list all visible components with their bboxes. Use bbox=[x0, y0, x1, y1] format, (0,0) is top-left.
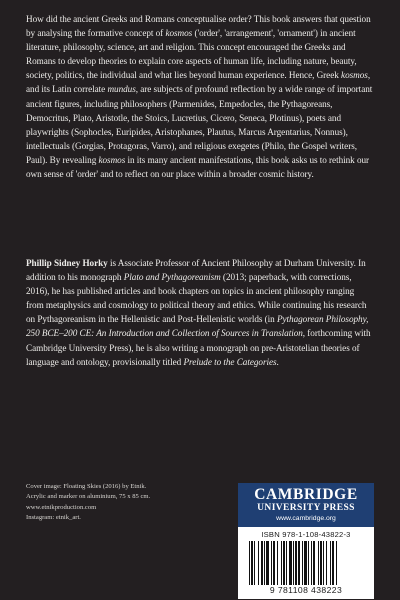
barcode-bar bbox=[298, 541, 300, 585]
barcode-bar bbox=[249, 541, 250, 585]
publisher-url: www.cambridge.org bbox=[276, 515, 336, 522]
term-mundus: mundus bbox=[107, 84, 136, 95]
cambridge-logo bbox=[238, 483, 374, 527]
blurb-text-5: in its many ancient manifestations, this book asks us to rethink our own sense of 'order' and to reflect on our place within a broader cosmic history. bbox=[26, 154, 370, 180]
book-title-prelude: Prelude to the Categories bbox=[183, 356, 277, 367]
book-title-plato-pythagoreanism: Plato and Pythagoreanism bbox=[123, 272, 221, 283]
term-kosmos: kosmos bbox=[165, 28, 193, 39]
term-kosmos: kosmos bbox=[341, 70, 368, 81]
publisher-press: UNIVERSITY PRESS bbox=[257, 503, 355, 513]
barcode-bar bbox=[323, 541, 324, 585]
barcode-bar bbox=[332, 541, 334, 585]
blurb-text-4: , are subjects of profound reflection by a wide range of important ancient figures, including philosophers (Parmenides, Empedocles, the Pythagoreans, Democritus, Plato, Aristotle, the Stoics, Lucretius, Cicero, Seneca, Plotinus), poets and playwrights (Sophocles, Euripides, Aristophanes, Plautus, Marcus Argentarius, Nonnus), intellectuals (Gorgias, Protagoras, Varro), and religious exegetes (Philo, the Gospel writers, Paul). By revealing bbox=[26, 84, 373, 165]
barcode-bar bbox=[336, 541, 337, 585]
book-title-pythagorean-philosophy: Pythagorean Philosophy, 250 BCE–200 CE: An Introduction and Collection of Sources in Translation bbox=[26, 314, 369, 339]
isbn-label: ISBN 978-1-108-43822-3 bbox=[261, 530, 351, 539]
blurb-text-3: , and its Latin correlate bbox=[26, 70, 371, 95]
barcode-number: 9 781108 438223 bbox=[269, 585, 343, 595]
barcode-bar bbox=[289, 541, 292, 585]
barcode-bar bbox=[271, 541, 272, 585]
publisher-name: CAMBRIDGE bbox=[254, 486, 358, 503]
credit-line: Instagram: etnik_art. bbox=[26, 513, 81, 521]
barcode-bar bbox=[308, 541, 309, 585]
bio-text-4: . bbox=[276, 356, 279, 367]
cover-image-credits bbox=[26, 482, 236, 523]
barcode-bar bbox=[320, 541, 322, 585]
blurb-text-1: How did the ancient Greeks and Romans conceptualise order? This book answers that question by analysing the formative concept of bbox=[26, 14, 371, 39]
barcode-icon bbox=[247, 541, 365, 585]
bio-text-1: is Associate Professor of Ancient Philosophy at Durham University. In addition to his monograph bbox=[26, 258, 366, 283]
book-description bbox=[26, 12, 374, 181]
barcode-bar bbox=[251, 541, 253, 585]
barcode-bar bbox=[283, 541, 285, 585]
barcode-bar bbox=[302, 541, 303, 585]
credit-line: www.etnikproduction.com bbox=[26, 503, 97, 511]
blurb-text-2: ('order', 'arrangement', 'ornament') in ancient literature, philosophy, science, art and religion. This concept encouraged the Greeks and Romans to develop theories to explain core aspects of human life, including nature, beauty, society, politics, the individual and what lies beyond human experience. Hence, Greek bbox=[26, 28, 357, 81]
barcode-bar bbox=[277, 541, 278, 585]
barcode-bar bbox=[313, 541, 315, 585]
bio-text-2: (2013; paperback, with corrections, 2016), he has published articles and book chapters on topics in ancient philosophy ranging from metaphysics and cosmology to political theory and ethics. While continuing his research on Pythagoreanism in the Hellenistic and Post-Hellenistic worlds (in bbox=[26, 272, 367, 325]
author-name: Phillip Sidney Horky bbox=[26, 258, 108, 268]
barcode-bar bbox=[266, 541, 269, 585]
barcode-bar bbox=[254, 541, 255, 585]
author-bio bbox=[26, 256, 374, 369]
publisher-barcode-panel bbox=[238, 483, 374, 599]
barcode-bar bbox=[318, 541, 319, 585]
barcode-bar bbox=[330, 541, 331, 585]
barcode-bar bbox=[261, 541, 263, 585]
bio-text-3: , forthcoming with Cambridge University Press), he is also writing a monograph on pre-Aristotelian theories of language and ontology, provisionally titled bbox=[26, 328, 371, 367]
credit-line: Acrylic and marker on aluminium, 75 x 85 cm. bbox=[26, 493, 151, 501]
barcode-bar bbox=[273, 541, 275, 585]
barcode-bar bbox=[281, 541, 282, 585]
credit-line: Cover image: Floating Skies (2016) by Etnik. bbox=[26, 483, 147, 490]
barcode-bar bbox=[311, 541, 312, 585]
barcode-bar bbox=[295, 541, 297, 585]
barcode-bar bbox=[286, 541, 287, 585]
barcode-bar bbox=[264, 541, 265, 585]
term-kosmos: kosmos bbox=[98, 154, 126, 165]
barcode-bar bbox=[326, 541, 327, 585]
barcode-bar bbox=[258, 541, 259, 585]
barcode-bar bbox=[304, 541, 307, 585]
barcode-bar bbox=[293, 541, 294, 585]
